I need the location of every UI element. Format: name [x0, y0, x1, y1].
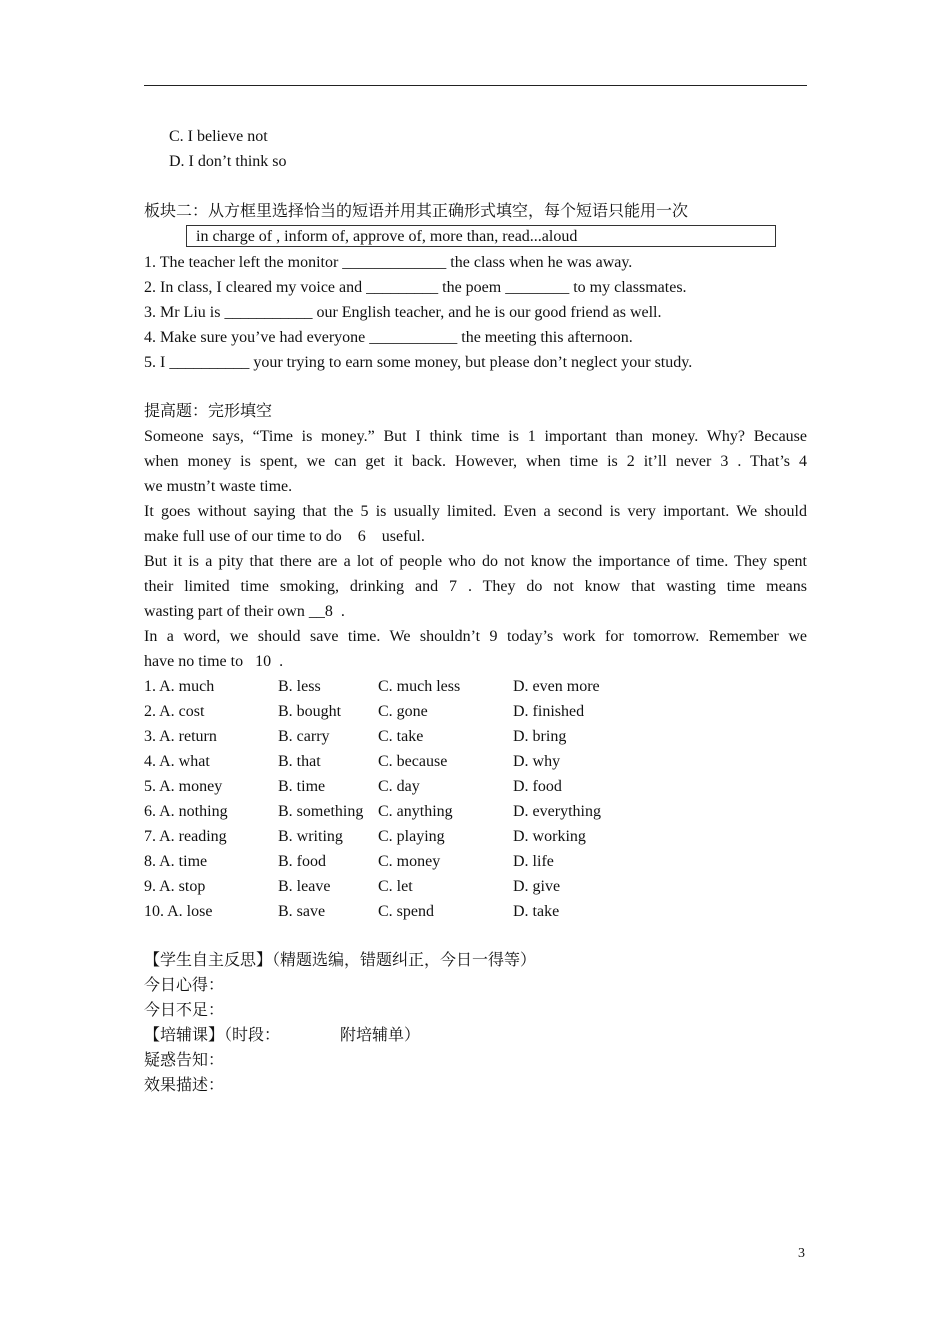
- tutoring-title: 【培辅课】（时段： 附培辅单）: [144, 1027, 421, 1044]
- option-a: 2. A. cost: [144, 703, 205, 720]
- header-rule: [144, 85, 807, 86]
- option-b: B. bought: [278, 703, 342, 720]
- option-c: C. anything: [378, 803, 453, 820]
- option-row: [144, 799, 807, 824]
- option-c: C. day: [378, 778, 420, 795]
- doubts-label: 疑惑告知：: [144, 1052, 225, 1069]
- fill-item-1: 1. The teacher left the monitor _____________ the class when he was away.: [144, 254, 633, 271]
- option-d: D. everything: [513, 803, 601, 820]
- fill-item-3: 3. Mr Liu is ___________ our English teacher, and he is our good friend as well.: [144, 304, 662, 321]
- option-d: D. working: [513, 828, 586, 845]
- option-d: D. food: [513, 778, 562, 795]
- cloze-line: when money is spent, we can get it back. However, when time is 2 it’ll never 3 . That’s 4: [144, 453, 807, 470]
- option-b: B. less: [278, 678, 321, 695]
- option-c: C. much less: [378, 678, 461, 695]
- option-b: B. that: [278, 753, 321, 770]
- option-a: 8. A. time: [144, 853, 208, 870]
- cloze-heading: 提高题：完形填空: [144, 403, 273, 420]
- option-d: D. take: [513, 903, 560, 920]
- cloze-line: their limited time smoking, drinking and 7 . They do not know that wasting time means: [144, 578, 807, 595]
- option-a: 6. A. nothing: [144, 803, 228, 820]
- option-b: B. leave: [278, 878, 331, 895]
- option-b: B. time: [278, 778, 326, 795]
- option-b: B. save: [278, 903, 326, 920]
- option-b: B. carry: [278, 728, 330, 745]
- option-a: 1. A. much: [144, 678, 215, 695]
- page-number: 3: [798, 1246, 805, 1261]
- reflection-gain: 今日心得：: [144, 977, 225, 994]
- option-a: 3. A. return: [144, 728, 217, 745]
- cloze-line: In a word, we should save time. We shouldn’t 9 today’s work for tomorrow. Remember we: [144, 628, 807, 645]
- cloze-line: But it is a pity that there are a lot of people who do not know the importance of time. They spent: [144, 553, 807, 570]
- cloze-line: It goes without saying that the 5 is usually limited. Even a second is very important. We should: [144, 503, 807, 520]
- option-d: D. finished: [513, 703, 585, 720]
- option-d: D. give: [513, 878, 561, 895]
- option-d: D. why: [513, 753, 561, 770]
- option-row: [144, 824, 807, 849]
- cloze-line: we mustn’t waste time.: [144, 478, 293, 495]
- option-c: C. playing: [378, 828, 445, 845]
- option-row: [144, 674, 807, 699]
- fill-item-5: 5. I __________ your trying to earn some money, but please don’t neglect your study.: [144, 354, 693, 371]
- fill-item-4: 4. Make sure you’ve had everyone ___________ the meeting this afternoon.: [144, 329, 633, 346]
- option-row: [144, 724, 807, 749]
- option-a: 9. A. stop: [144, 878, 206, 895]
- option-c: C. gone: [378, 703, 428, 720]
- option-row: [144, 899, 807, 924]
- reflection-title: 【学生自主反思】（精题选编，错题纠正，今日一得等）: [144, 952, 537, 969]
- option-d: D. even more: [513, 678, 600, 695]
- section2-heading: 板块二：从方框里选择恰当的短语并用其正确形式填空，每个短语只能用一次: [144, 203, 689, 220]
- cloze-line: have no time to 10 .: [144, 653, 284, 670]
- option-row: [144, 849, 807, 874]
- cloze-line: wasting part of their own __8 .: [144, 603, 345, 620]
- effect-label: 效果描述：: [144, 1077, 225, 1094]
- option-a: 5. A. money: [144, 778, 223, 795]
- fill-item-2: 2. In class, I cleared my voice and _________ the poem ________ to my classmates.: [144, 279, 687, 296]
- option-row: [144, 699, 807, 724]
- option-b: B. writing: [278, 828, 343, 845]
- option-b: B. food: [278, 853, 326, 870]
- option-c: C. take: [378, 728, 424, 745]
- cloze-line: make full use of our time to do 6 useful.: [144, 528, 425, 545]
- cloze-line: Someone says, “Time is money.” But I think time is 1 important than money. Why? Because: [144, 428, 807, 445]
- prev-option-d: D. I don’t think so: [169, 153, 287, 170]
- option-c: C. because: [378, 753, 448, 770]
- option-a: 4. A. what: [144, 753, 210, 770]
- option-b: B. something: [278, 803, 364, 820]
- option-row: [144, 749, 807, 774]
- option-c: C. spend: [378, 903, 434, 920]
- option-d: D. bring: [513, 728, 567, 745]
- option-c: C. let: [378, 878, 413, 895]
- option-a: 10. A. lose: [144, 903, 213, 920]
- reflection-shortfall: 今日不足：: [144, 1002, 225, 1019]
- phrase-box: in charge of , inform of, approve of, more than, read...aloud: [186, 225, 776, 247]
- option-row: [144, 774, 807, 799]
- option-d: D. life: [513, 853, 554, 870]
- option-c: C. money: [378, 853, 441, 870]
- prev-option-c: C. I believe not: [169, 128, 268, 145]
- option-a: 7. A. reading: [144, 828, 227, 845]
- option-row: [144, 874, 807, 899]
